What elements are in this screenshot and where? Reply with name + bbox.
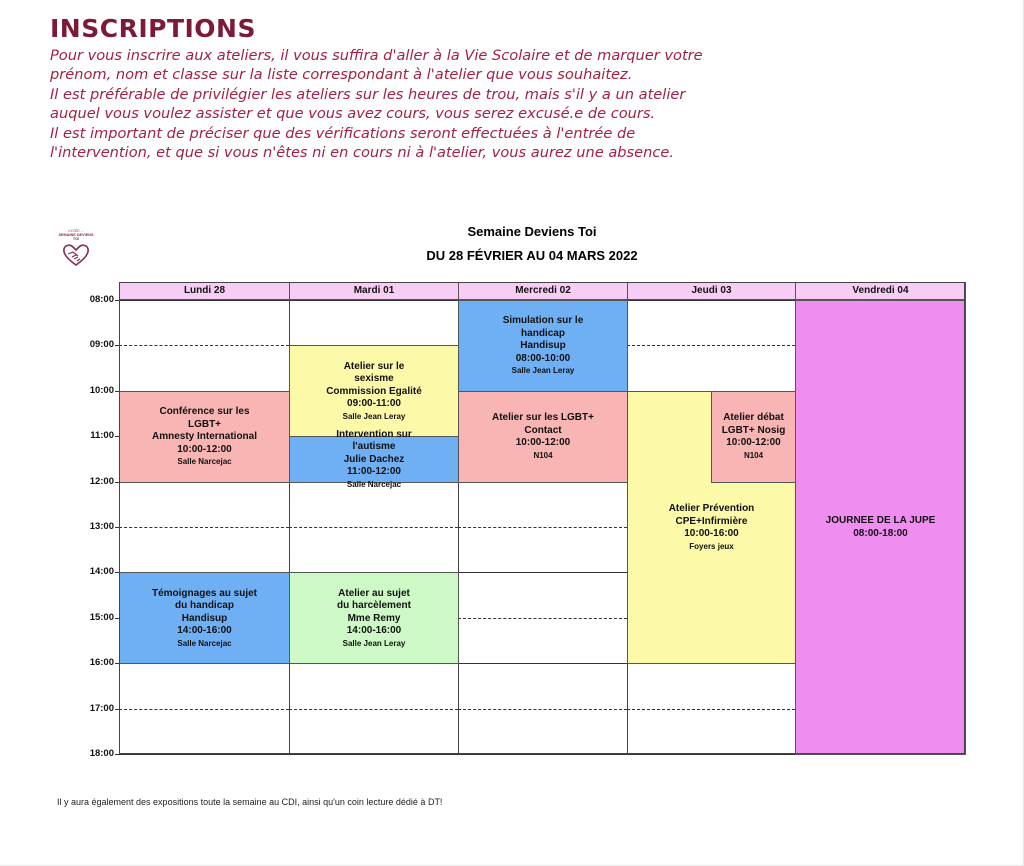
time-label: 09:00	[89, 339, 114, 351]
logo-text-line2: TOI	[72, 237, 80, 242]
event-text: 10:00-12:00	[515, 437, 571, 449]
schedule-title: Semaine Deviens Toi	[467, 224, 597, 239]
event-text: sexisme	[354, 373, 394, 385]
schedule-grid	[119, 282, 965, 754]
hour-gridline	[119, 300, 289, 301]
hour-gridline	[119, 527, 289, 528]
event-text: 10:00-12:00	[177, 443, 232, 455]
schedule-event	[289, 572, 459, 664]
event-text: du handicap	[175, 600, 234, 612]
intro-line: auquel vous voulez assister et que vous avez cours, vous serez excusé.e de cours.	[50, 105, 656, 123]
event-text: 14:00-16:00	[177, 625, 232, 637]
event-text: Atelier Prévention	[668, 503, 755, 515]
schedule-event	[458, 391, 628, 483]
time-label: 13:00	[89, 521, 114, 532]
schedule-event	[289, 345, 459, 437]
schedule-event	[711, 391, 796, 483]
schedule-event	[458, 300, 628, 392]
intro-text	[50, 46, 750, 162]
event-text: Atelier au sujet	[338, 587, 410, 599]
day-header: Lundi 28	[119, 282, 290, 300]
event-text: 08:00-18:00	[853, 527, 908, 539]
schedule-event	[795, 300, 966, 755]
event-text: Julie Dachez	[343, 453, 405, 465]
event-text: l'autisme	[352, 441, 396, 453]
intro-line: Il est important de préciser que des vérifications seront effectuées à l'entrée de	[50, 124, 636, 142]
schedule-event	[119, 391, 290, 483]
time-label: 08:00	[89, 294, 114, 305]
event-text: Intervention sur	[336, 428, 412, 440]
event-text: 10:00-16:00	[684, 528, 739, 540]
hour-gridline	[458, 618, 627, 619]
time-label: 18:00	[89, 748, 114, 759]
event-room: Salle Jean Leray	[342, 411, 406, 421]
event-text: LGBT+	[187, 418, 222, 430]
event-text: Simulation sur le	[502, 315, 584, 327]
hour-gridline	[627, 345, 795, 346]
event-room: Salle Narcejac	[177, 457, 232, 467]
event-text: LGBT+ Nosig	[721, 424, 786, 436]
event-text: Handisup	[181, 612, 228, 624]
event-text: Mme Remy	[347, 612, 401, 624]
event-text: Atelier sur les LGBT+	[492, 412, 594, 424]
hour-gridline	[119, 345, 289, 346]
event-room: Salle Narcejac	[177, 638, 232, 648]
event-text: Contact	[524, 424, 562, 436]
event-room: N104	[743, 450, 764, 460]
hour-gridline	[119, 754, 289, 755]
schedule-event	[289, 428, 459, 489]
footer-note: Il y aura également des expositions toute la semaine au CDI, ainsi qu'un coin lecture dédié à DT!	[57, 797, 443, 807]
logo-small-text: LYCÉE ...	[68, 229, 84, 233]
hour-gridline	[458, 663, 627, 664]
event-room: Foyers jeux	[689, 541, 734, 551]
day-header: Vendredi 04	[795, 282, 966, 300]
logo-text-line1: SEMAINE DEVIENS	[58, 233, 94, 237]
time-label: 16:00	[89, 657, 114, 669]
hour-gridline	[458, 527, 627, 528]
event-text: 14:00-16:00	[346, 625, 402, 637]
hour-gridline	[458, 754, 627, 755]
event-text: 11:00-12:00	[347, 466, 401, 478]
time-label: 15:00	[89, 611, 114, 623]
event-text: CPE+Infirmière	[675, 515, 748, 527]
event-text: Conférence sur les	[159, 406, 250, 418]
hour-gridline	[627, 709, 795, 710]
time-label: 12:00	[89, 475, 114, 487]
hour-gridline	[119, 709, 289, 710]
schedule-event	[119, 572, 290, 664]
hour-gridline	[289, 300, 458, 301]
event-room: Salle Narcejac	[346, 479, 402, 489]
event-text: Handisup	[520, 340, 566, 352]
intro-line: l'intervention, et que si vous n'êtes ni en cours ni à l'atelier, vous aurez une absence.	[50, 144, 675, 162]
hour-gridline	[458, 709, 627, 710]
time-label: 10:00	[89, 384, 114, 396]
hour-gridline	[289, 527, 458, 528]
event-text: Atelier débat	[723, 412, 784, 424]
day-header: Mardi 01	[289, 282, 459, 300]
day-header: Jeudi 03	[627, 282, 796, 300]
event-text: Atelier sur le	[343, 360, 405, 372]
event-text: Commission Egalité	[326, 385, 422, 397]
event-room: Salle Jean Leray	[342, 638, 406, 648]
event-text: 08:00-10:00	[515, 352, 571, 364]
event-text: du harcèlement	[337, 600, 411, 612]
event-text: 09:00-11:00	[347, 398, 401, 410]
hour-gridline	[458, 572, 627, 573]
hour-gridline	[627, 754, 795, 755]
event-room: Salle Jean Leray	[511, 366, 575, 376]
event-room: N104	[533, 450, 553, 460]
time-label: 17:00	[89, 702, 114, 714]
schedule-dates: DU 28 FÉVRIER AU 04 MARS 2022	[426, 248, 638, 263]
day-header: Mercredi 02	[458, 282, 628, 300]
intro-line: Pour vous inscrire aux ateliers, il vous suffira d'aller à la Vie Scolaire et de marquer votre	[50, 47, 703, 64]
event-text: Amnesty International	[151, 431, 258, 443]
time-label: 14:00	[89, 566, 114, 578]
event-text: handicap	[521, 327, 565, 339]
time-label: 11:00	[90, 430, 114, 442]
hour-gridline	[627, 300, 795, 301]
event-text: 10:00-12:00	[726, 437, 781, 449]
hour-gridline	[289, 709, 458, 710]
event-text: JOURNEE DE LA JUPE	[825, 515, 936, 526]
intro-line: prénom, nom et classe sur la liste correspondant à l'atelier que vous souhaitez.	[50, 66, 633, 84]
page-title: INSCRIPTIONS	[50, 14, 256, 43]
event-text: Témoignages au sujet	[151, 587, 258, 599]
hour-gridline	[289, 754, 458, 755]
intro-line: Il est préférable de privilégier les ateliers sur les heures de trou, mais s'il y a un atelier	[50, 85, 686, 103]
